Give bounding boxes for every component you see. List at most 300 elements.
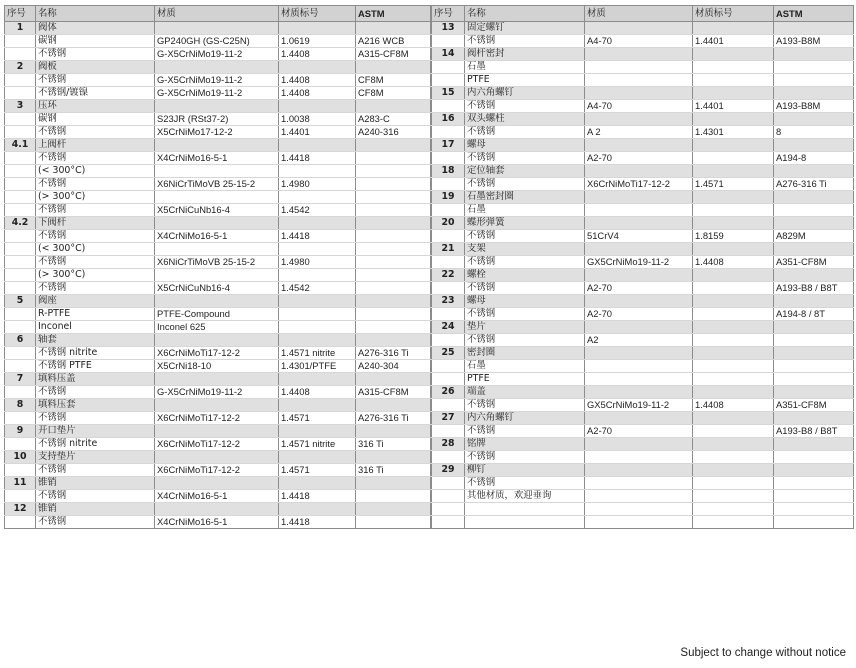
- cell: [279, 22, 356, 35]
- cell: [585, 48, 693, 61]
- cell: [432, 282, 465, 295]
- material-grade: PTFE: [465, 373, 585, 386]
- material-number: 1.0619: [279, 35, 356, 48]
- material-grade: 不锈钢: [36, 48, 155, 61]
- cell: [774, 321, 854, 334]
- cell: [585, 139, 693, 152]
- cell: [693, 438, 774, 451]
- cell: [585, 438, 693, 451]
- table-row: [5, 412, 431, 425]
- material-number: 1.4408: [279, 74, 356, 87]
- material-spec: X6NiCrTiMoVB 25-15-2: [155, 256, 279, 269]
- part-name: 下阀杆: [36, 217, 155, 230]
- cell: [279, 100, 356, 113]
- astm-spec: [774, 477, 854, 490]
- item-number: 11: [5, 477, 36, 490]
- astm-spec: [774, 61, 854, 74]
- cell: [5, 490, 36, 503]
- material-number: [279, 321, 356, 334]
- cell: [356, 503, 431, 516]
- section-row: [432, 464, 854, 477]
- cell: [5, 412, 36, 425]
- item-number: 24: [432, 321, 465, 334]
- material-number: [693, 503, 774, 516]
- cell: [432, 334, 465, 347]
- cell: [432, 152, 465, 165]
- material-spec: X6CrNiMoTi17-12-2: [155, 438, 279, 451]
- table-row: [432, 373, 854, 386]
- material-grade: R-PTFE: [36, 308, 155, 321]
- astm-spec: [774, 451, 854, 464]
- cell: [155, 425, 279, 438]
- material-number: 1.4301/PTFE: [279, 360, 356, 373]
- material-number: 1.8159: [693, 230, 774, 243]
- table-row: [5, 386, 431, 399]
- table-row: [5, 230, 431, 243]
- cell: [279, 334, 356, 347]
- section-row: [5, 477, 431, 490]
- table-row: [432, 256, 854, 269]
- part-name: 垫片: [465, 321, 585, 334]
- material-grade: 不锈钢/镀镍: [36, 87, 155, 100]
- section-row: [5, 217, 431, 230]
- material-number: 1.4418: [279, 516, 356, 529]
- astm-spec: A194-8: [774, 152, 854, 165]
- material-number: [693, 477, 774, 490]
- table-row: [432, 425, 854, 438]
- table-row: [5, 347, 431, 360]
- cell: [356, 399, 431, 412]
- part-name: 阀体: [36, 22, 155, 35]
- material-grade: 不锈钢: [36, 230, 155, 243]
- material-spec: G-X5CrNiMo19-11-2: [155, 87, 279, 100]
- cell: [155, 451, 279, 464]
- col-header-material: 材质: [155, 6, 279, 22]
- col-header-no: 序号: [432, 6, 465, 22]
- material-grade: (> 300°C): [36, 269, 155, 282]
- material-number: 1.4542: [279, 282, 356, 295]
- item-number: 12: [5, 503, 36, 516]
- cell: [155, 399, 279, 412]
- table-row: [432, 61, 854, 74]
- material-spec: X5CrNi18-10: [155, 360, 279, 373]
- astm-spec: A276-316 Ti: [356, 412, 431, 425]
- material-grade: 不锈钢: [465, 178, 585, 191]
- cell: [774, 22, 854, 35]
- cell: [693, 295, 774, 308]
- material-grade: 石墨: [465, 61, 585, 74]
- cell: [774, 113, 854, 126]
- material-number: [693, 451, 774, 464]
- part-name: 柳钉: [465, 464, 585, 477]
- cell: [432, 204, 465, 217]
- cell: [774, 165, 854, 178]
- cell: [774, 217, 854, 230]
- item-number: 18: [432, 165, 465, 178]
- cell: [774, 243, 854, 256]
- material-spec: GP240GH (GS-C25N): [155, 35, 279, 48]
- section-row: [432, 22, 854, 35]
- material-number: [693, 360, 774, 373]
- material-spec: [585, 373, 693, 386]
- section-row: [432, 165, 854, 178]
- material-spec: A2-70: [585, 308, 693, 321]
- astm-spec: A315-CF8M: [356, 386, 431, 399]
- cell: [693, 269, 774, 282]
- astm-spec: [774, 204, 854, 217]
- cell: [432, 230, 465, 243]
- astm-spec: [774, 503, 854, 516]
- section-row: [5, 503, 431, 516]
- section-row: [432, 347, 854, 360]
- material-number: 1.4401: [279, 126, 356, 139]
- part-name: 螺母: [465, 139, 585, 152]
- material-grade: 不锈钢: [36, 490, 155, 503]
- item-number: 6: [5, 334, 36, 347]
- material-grade: 其他材质，欢迎垂询: [465, 490, 585, 503]
- part-name: 螺母: [465, 295, 585, 308]
- item-number: 25: [432, 347, 465, 360]
- cell: [279, 425, 356, 438]
- material-spec: A4-70: [585, 100, 693, 113]
- material-spec: G-X5CrNiMo19-11-2: [155, 386, 279, 399]
- cell: [693, 165, 774, 178]
- astm-spec: A276-316 Ti: [356, 347, 431, 360]
- part-name: 阀板: [36, 61, 155, 74]
- cell: [356, 22, 431, 35]
- astm-spec: [774, 360, 854, 373]
- material-number: [693, 152, 774, 165]
- cell: [585, 217, 693, 230]
- cell: [774, 48, 854, 61]
- material-spec: X6CrNiMoTi17-12-2: [155, 412, 279, 425]
- table-row: [5, 48, 431, 61]
- astm-spec: [356, 282, 431, 295]
- cell: [693, 464, 774, 477]
- table-row: [5, 165, 431, 178]
- material-number: 1.4418: [279, 152, 356, 165]
- cell: [432, 74, 465, 87]
- astm-spec: [356, 490, 431, 503]
- col-header-name: 名称: [36, 6, 155, 22]
- astm-spec: [356, 516, 431, 529]
- section-row: [432, 243, 854, 256]
- item-number: 29: [432, 464, 465, 477]
- section-row: [5, 334, 431, 347]
- astm-spec: A194-8 / 8T: [774, 308, 854, 321]
- material-number: [693, 516, 774, 529]
- cell: [693, 87, 774, 100]
- cell: [585, 464, 693, 477]
- material-spec: X4CrNiMo16-5-1: [155, 152, 279, 165]
- table-row: [5, 516, 431, 529]
- table-row: [432, 35, 854, 48]
- table-row: [5, 308, 431, 321]
- cell: [356, 295, 431, 308]
- astm-spec: [356, 204, 431, 217]
- cell: [155, 503, 279, 516]
- material-number: [279, 165, 356, 178]
- table-row: [432, 74, 854, 87]
- material-spec: PTFE-Compound: [155, 308, 279, 321]
- table-row: [5, 438, 431, 451]
- cell: [774, 386, 854, 399]
- astm-spec: [774, 373, 854, 386]
- material-grade: 不锈钢 nitrite: [36, 438, 155, 451]
- cell: [5, 35, 36, 48]
- section-row: [5, 399, 431, 412]
- cell: [693, 347, 774, 360]
- material-grade: 不锈钢: [36, 204, 155, 217]
- astm-spec: A283-C: [356, 113, 431, 126]
- col-header-astm: ASTM: [774, 6, 854, 22]
- material-grade: 不锈钢: [36, 282, 155, 295]
- part-name: 蝶形弹簧: [465, 217, 585, 230]
- astm-spec: A216 WCB: [356, 35, 431, 48]
- cell: [155, 22, 279, 35]
- cell: [5, 282, 36, 295]
- cell: [279, 451, 356, 464]
- cell: [693, 321, 774, 334]
- cell: [155, 334, 279, 347]
- material-number: 1.4408: [279, 87, 356, 100]
- item-number: 8: [5, 399, 36, 412]
- material-number: [693, 425, 774, 438]
- table-row: [5, 191, 431, 204]
- material-grade: 不锈钢: [36, 178, 155, 191]
- material-grade: (< 300°C): [36, 165, 155, 178]
- item-number: 28: [432, 438, 465, 451]
- part-name: 锥销: [36, 477, 155, 490]
- cell: [432, 308, 465, 321]
- part-name: 定位轴套: [465, 165, 585, 178]
- item-number: 4.1: [5, 139, 36, 152]
- table-row: [432, 334, 854, 347]
- table-row: [5, 490, 431, 503]
- table-row: [5, 204, 431, 217]
- table-row: [5, 74, 431, 87]
- material-spec: A 2: [585, 126, 693, 139]
- material-spec: X6CrNiMoTi17-12-2: [155, 464, 279, 477]
- header-row: [5, 6, 431, 22]
- cell: [432, 490, 465, 503]
- cell: [279, 217, 356, 230]
- material-spec: [585, 477, 693, 490]
- part-name: 双头螺柱: [465, 113, 585, 126]
- part-name: 支架: [465, 243, 585, 256]
- material-number: [693, 334, 774, 347]
- material-grade: 不锈钢: [465, 477, 585, 490]
- cell: [5, 230, 36, 243]
- part-name: 压环: [36, 100, 155, 113]
- material-spec: G-X5CrNiMo19-11-2: [155, 74, 279, 87]
- cell: [585, 269, 693, 282]
- astm-spec: CF8M: [356, 74, 431, 87]
- material-grade: 不锈钢: [465, 282, 585, 295]
- astm-spec: A193-B8M: [774, 100, 854, 113]
- cell: [432, 35, 465, 48]
- section-row: [432, 438, 854, 451]
- cell: [693, 217, 774, 230]
- material-spec: [155, 191, 279, 204]
- cell: [432, 256, 465, 269]
- cell: [356, 477, 431, 490]
- astm-spec: [356, 230, 431, 243]
- table-row: [432, 490, 854, 503]
- cell: [693, 412, 774, 425]
- cell: [279, 399, 356, 412]
- material-number: 1.4408: [693, 399, 774, 412]
- table-row: [5, 35, 431, 48]
- item-number: 27: [432, 412, 465, 425]
- table-row: [5, 282, 431, 295]
- material-number: 1.4401: [693, 100, 774, 113]
- material-spec: GX5CrNiMo19-11-2: [585, 399, 693, 412]
- astm-spec: 316 Ti: [356, 438, 431, 451]
- table-row: [432, 126, 854, 139]
- material-number: [693, 61, 774, 74]
- material-number: 1.4571 nitrite: [279, 347, 356, 360]
- item-number: 22: [432, 269, 465, 282]
- material-number: 1.4571: [693, 178, 774, 191]
- section-row: [5, 61, 431, 74]
- astm-spec: A351-CF8M: [774, 399, 854, 412]
- material-number: 1.4408: [693, 256, 774, 269]
- section-row: [432, 113, 854, 126]
- item-number: 3: [5, 100, 36, 113]
- table-row: [5, 360, 431, 373]
- cell: [432, 360, 465, 373]
- table-row: [432, 451, 854, 464]
- table-row: [432, 503, 854, 516]
- astm-spec: [356, 178, 431, 191]
- material-number: [693, 308, 774, 321]
- section-row: [5, 373, 431, 386]
- cell: [5, 256, 36, 269]
- material-grade: 不锈钢: [465, 451, 585, 464]
- material-spec: X4CrNiMo16-5-1: [155, 230, 279, 243]
- material-spec: GX5CrNiMo19-11-2: [585, 256, 693, 269]
- material-number: 1.4980: [279, 256, 356, 269]
- cell: [155, 100, 279, 113]
- astm-spec: [356, 165, 431, 178]
- material-spec: S23JR (RSt37-2): [155, 113, 279, 126]
- material-grade: 不锈钢: [465, 100, 585, 113]
- part-name: 填料压套: [36, 399, 155, 412]
- cell: [356, 139, 431, 152]
- cell: [279, 295, 356, 308]
- cell: [155, 477, 279, 490]
- cell: [5, 191, 36, 204]
- astm-spec: 8: [774, 126, 854, 139]
- material-spec: [585, 61, 693, 74]
- cell: [585, 386, 693, 399]
- material-grade: 不锈钢: [36, 152, 155, 165]
- table-row: [5, 126, 431, 139]
- cell: [774, 412, 854, 425]
- material-number: 1.0038: [279, 113, 356, 126]
- cell: [5, 308, 36, 321]
- astm-spec: [356, 269, 431, 282]
- material-grade: 不锈钢: [465, 425, 585, 438]
- material-spec: 51CrV4: [585, 230, 693, 243]
- cell: [432, 516, 465, 529]
- part-name: 固定螺钉: [465, 22, 585, 35]
- material-spec: [155, 269, 279, 282]
- col-header-name: 名称: [465, 6, 585, 22]
- cell: [585, 295, 693, 308]
- material-number: [693, 204, 774, 217]
- material-number: 1.4571 nitrite: [279, 438, 356, 451]
- astm-spec: 316 Ti: [356, 464, 431, 477]
- material-number: [693, 282, 774, 295]
- astm-spec: [356, 152, 431, 165]
- material-grade: [465, 516, 585, 529]
- astm-spec: [356, 243, 431, 256]
- col-header-no: 序号: [5, 6, 36, 22]
- cell: [693, 191, 774, 204]
- table-row: [432, 360, 854, 373]
- material-grade: 不锈钢: [36, 386, 155, 399]
- cell: [155, 139, 279, 152]
- cell: [774, 87, 854, 100]
- cell: [279, 61, 356, 74]
- material-spec: X4CrNiMo16-5-1: [155, 516, 279, 529]
- table-row: [432, 152, 854, 165]
- section-row: [432, 321, 854, 334]
- astm-spec: [356, 191, 431, 204]
- cell: [279, 373, 356, 386]
- cell: [693, 22, 774, 35]
- cell: [585, 87, 693, 100]
- material-grade: 不锈钢: [465, 399, 585, 412]
- section-row: [432, 217, 854, 230]
- material-spec: X5CrNiCuNb16-4: [155, 204, 279, 217]
- material-spec: A2-70: [585, 282, 693, 295]
- materials-table-left: [4, 5, 431, 529]
- material-spec: X6CrNiMoTi17-12-2: [585, 178, 693, 191]
- cell: [774, 191, 854, 204]
- item-number: 21: [432, 243, 465, 256]
- cell: [155, 295, 279, 308]
- table-row: [432, 282, 854, 295]
- part-name: 端盖: [465, 386, 585, 399]
- cell: [5, 74, 36, 87]
- astm-spec: [356, 308, 431, 321]
- material-spec: A2: [585, 334, 693, 347]
- material-spec: A4-70: [585, 35, 693, 48]
- part-name: 上阀杆: [36, 139, 155, 152]
- cell: [356, 425, 431, 438]
- part-name: 铭牌: [465, 438, 585, 451]
- material-grade: 石墨: [465, 204, 585, 217]
- item-number: 15: [432, 87, 465, 100]
- material-grade: Inconel: [36, 321, 155, 334]
- cell: [432, 503, 465, 516]
- cell: [155, 217, 279, 230]
- cell: [5, 152, 36, 165]
- table-row: [432, 516, 854, 529]
- material-spec: [585, 204, 693, 217]
- astm-spec: A315-CF8M: [356, 48, 431, 61]
- section-row: [432, 48, 854, 61]
- material-spec: [585, 451, 693, 464]
- cell: [279, 477, 356, 490]
- material-grade: 不锈钢 nitrite: [36, 347, 155, 360]
- col-header-astm: ASTM: [356, 6, 431, 22]
- table-row: [5, 256, 431, 269]
- cell: [356, 451, 431, 464]
